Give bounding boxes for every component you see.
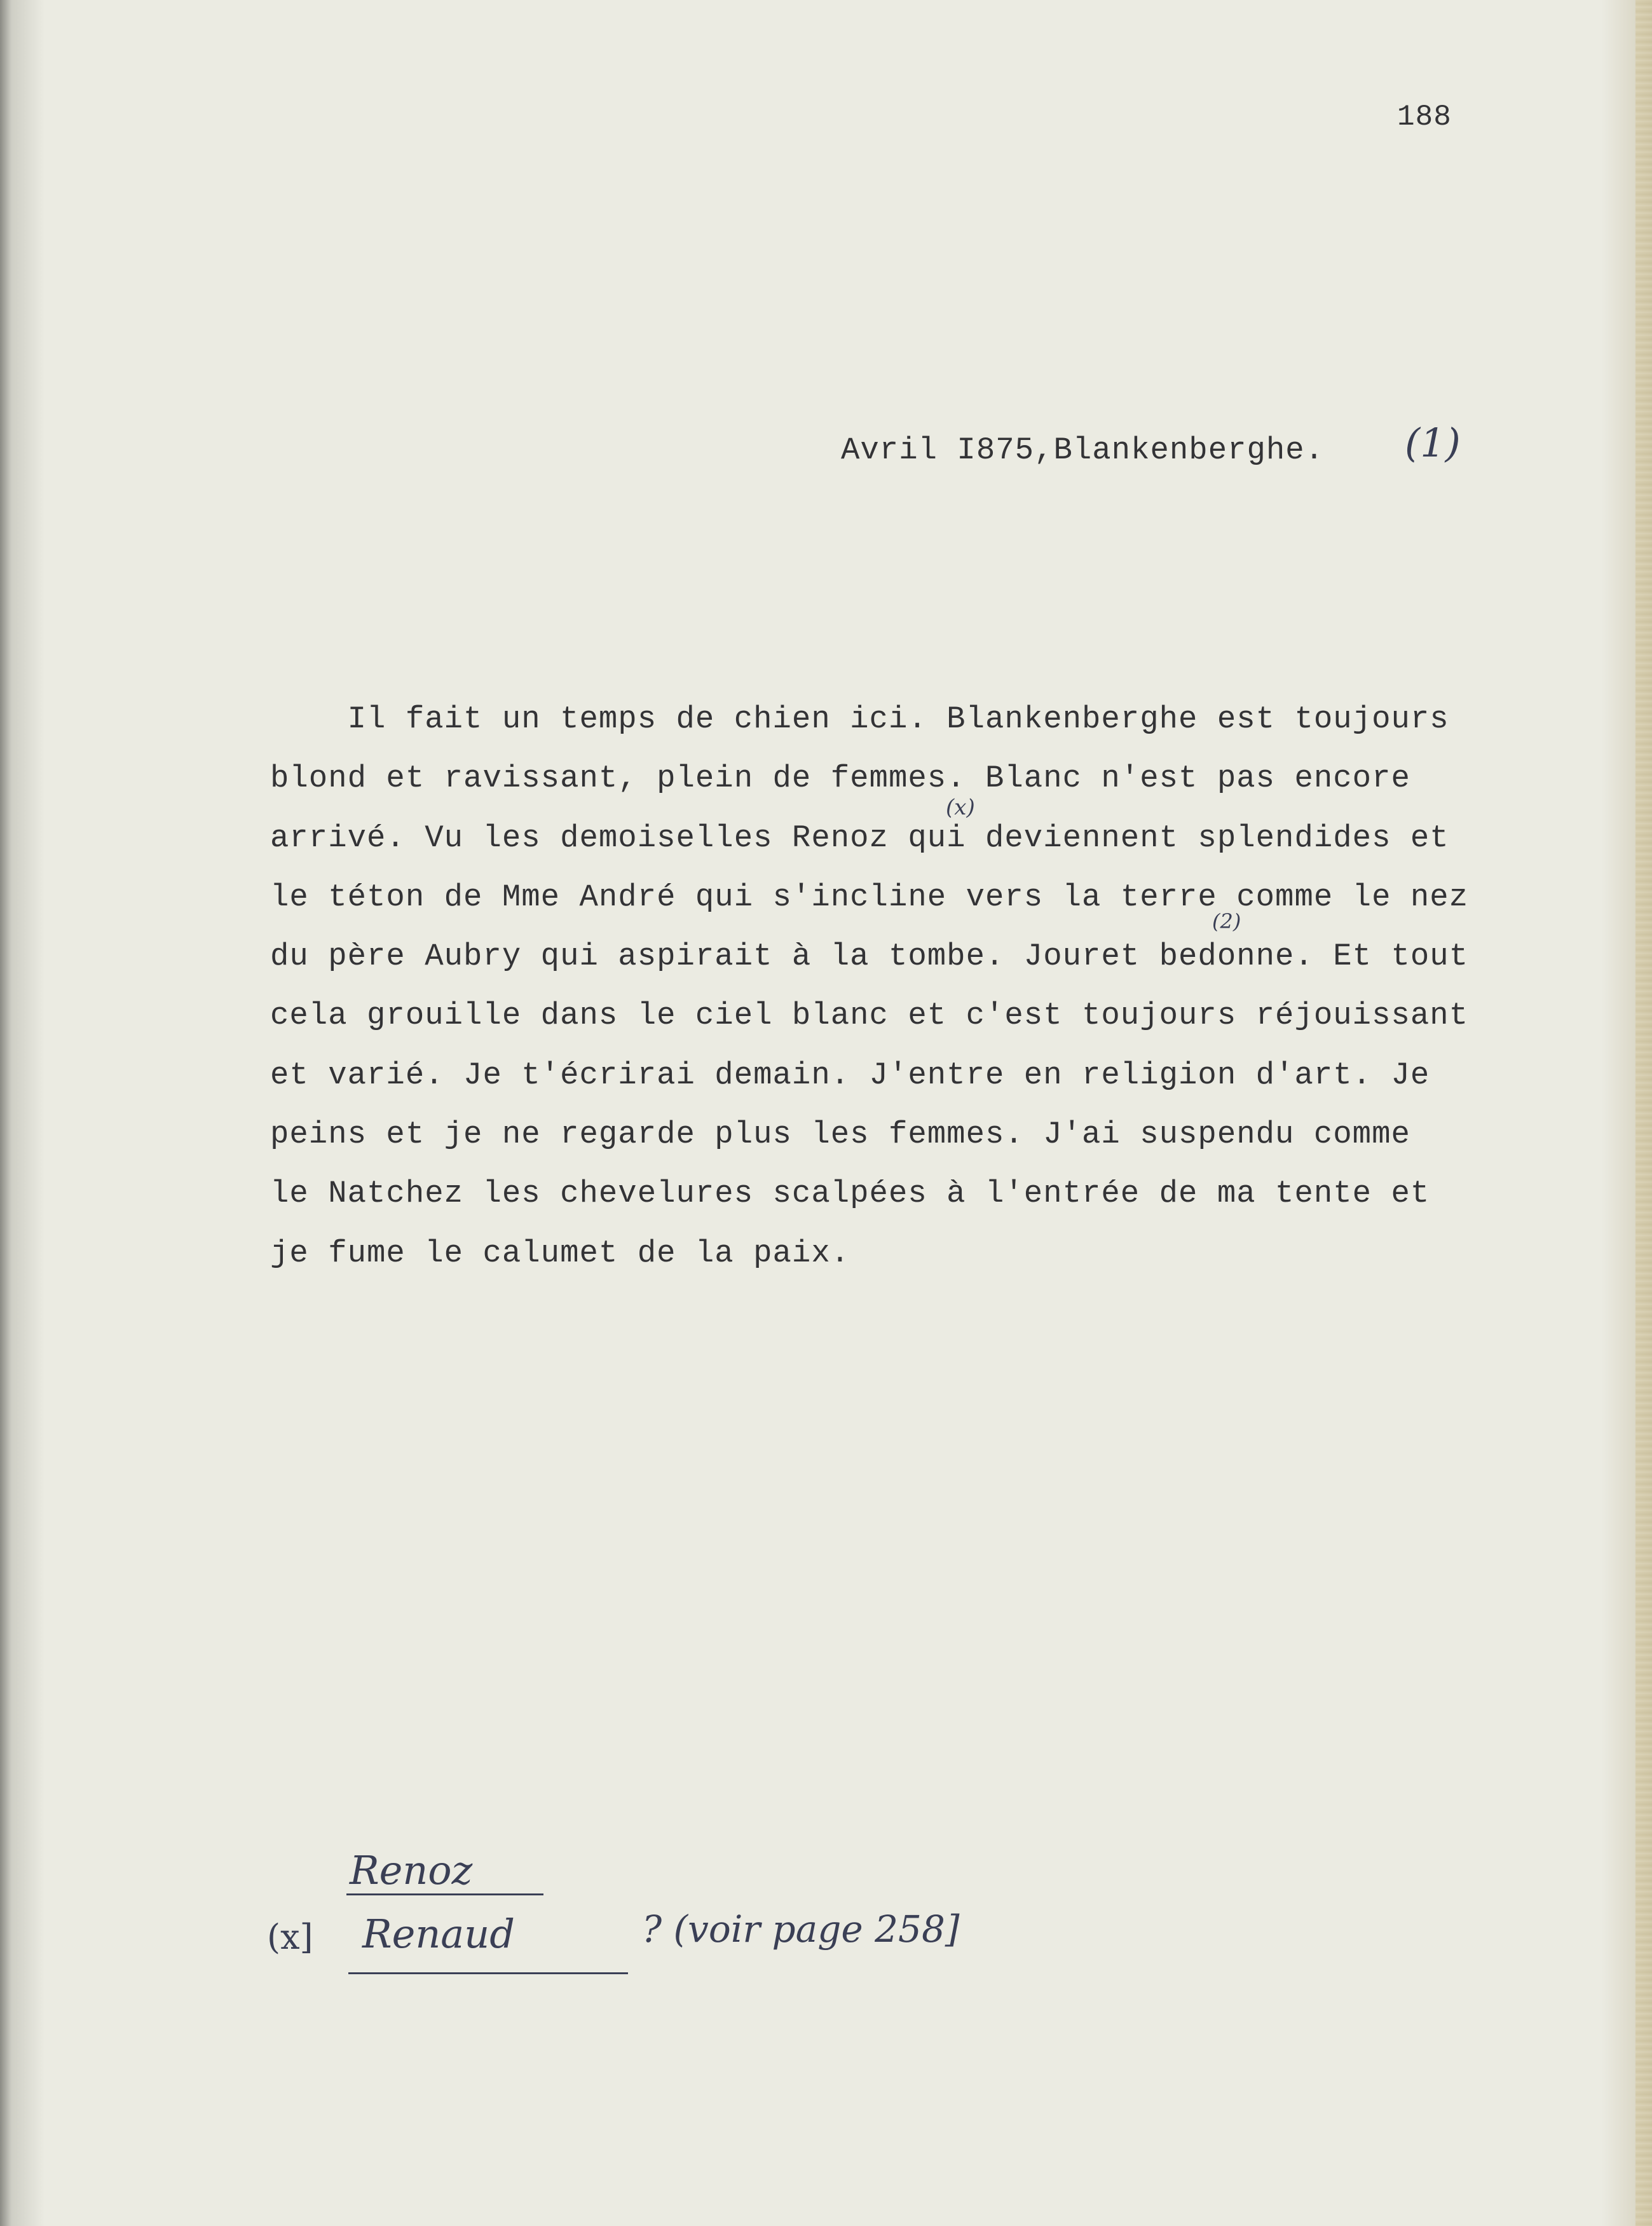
letter-line: du père Aubry qui aspirait à la tombe. Jouret bedonne. Et tout (270, 938, 1469, 975)
letter-line: Il fait un temps de chien ici. Blankenberghe est toujours (270, 701, 1449, 737)
dateline: Avril I875,Blankenberghe. (841, 432, 1325, 468)
letter-line: blond et ravissant, plein de femmes. Blanc n'est pas encore (270, 760, 1410, 797)
letter-line: peins et je ne regarde plus les femmes. J'ai suspendu comme (270, 1116, 1410, 1153)
footnote-marker-x: (x) (946, 795, 975, 820)
footnote-label: (x] (267, 1917, 313, 1957)
letter-body (270, 690, 1618, 1283)
footnote-original-word: Renoz (350, 1847, 473, 1893)
page-edge (1635, 0, 1652, 2226)
letter-line: et varié. Je t'écrirai demain. J'entre en religion d'art. Je (270, 1057, 1430, 1093)
letter-line: le téton de Mme André qui s'incline vers la terre comme le nez (270, 879, 1469, 915)
footnote-correction: Renaud (362, 1911, 515, 1957)
footnote-underline (346, 1893, 543, 1895)
letter-line: cela grouille dans le ciel blanc et c'est toujours réjouissant (270, 998, 1469, 1034)
footnote-marker-2: (2) (1212, 909, 1241, 933)
letter-line: je fume le calumet de la paix. (270, 1235, 850, 1271)
footnote-reference: ? (voir page 258] (642, 1907, 960, 1951)
dateline-footnote-marker: (1) (1405, 420, 1461, 466)
letter-line: arrivé. Vu les demoiselles Renoz qui deviennent splendides et (270, 820, 1449, 856)
page-number: 188 (1397, 100, 1452, 134)
letter-line: le Natchez les chevelures scalpées à l'entrée de ma tente et (270, 1176, 1430, 1212)
footnote-correction-underline (348, 1972, 628, 1974)
